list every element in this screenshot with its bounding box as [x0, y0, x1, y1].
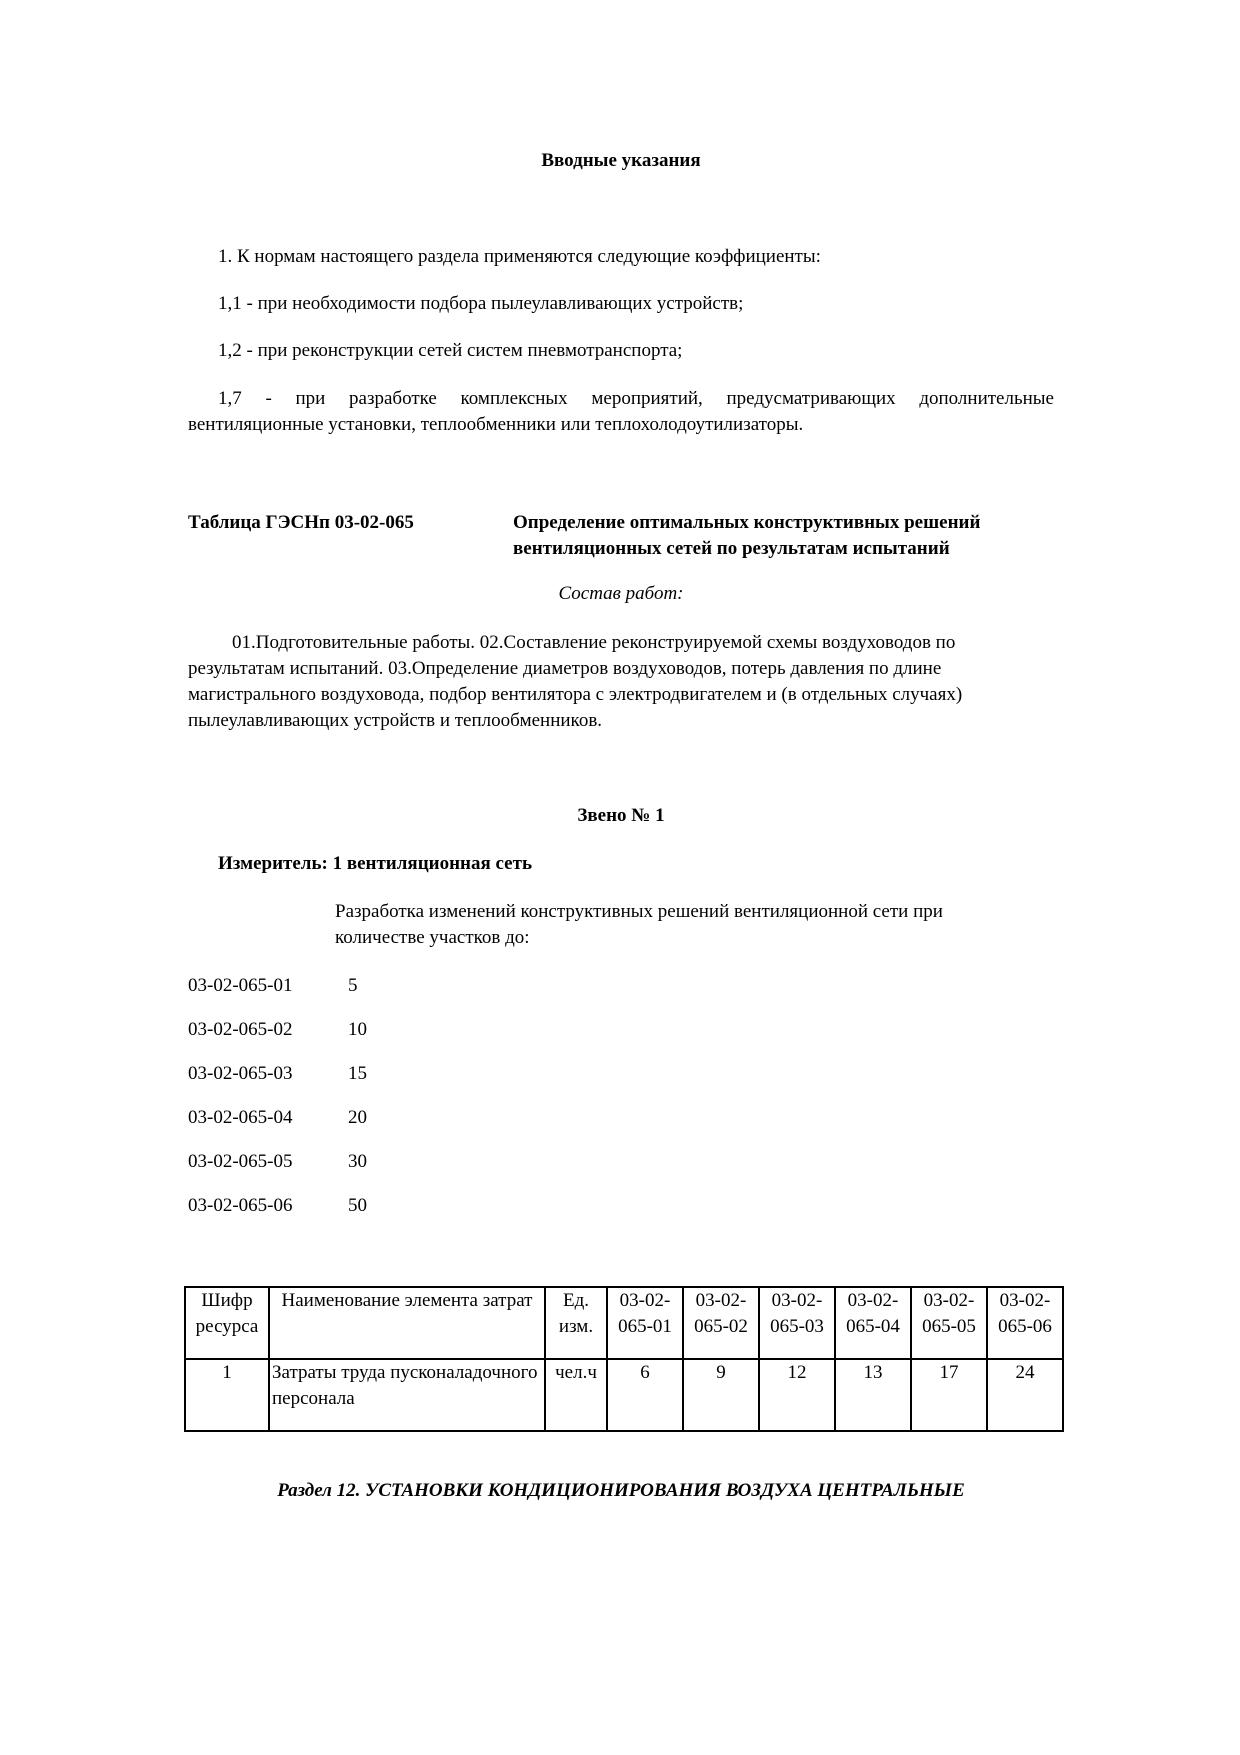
- coefficient-item: 1,7 - при разработке комплексных мероприятий, предусматривающих дополнительные вентиляционные установки, теплообменники или теплохолодоутилизаторы.: [188, 388, 1054, 435]
- code: 03-02-065-05: [188, 1151, 293, 1172]
- cell-value: 6: [607, 1359, 683, 1431]
- code-row: [188, 1149, 588, 1193]
- header-norm-code: 03-02-065-06: [987, 1287, 1063, 1359]
- quantity: 20: [348, 1107, 367, 1128]
- quantity: 5: [348, 975, 358, 996]
- header-norm-code: 03-02-065-04: [835, 1287, 911, 1359]
- code-row: [188, 973, 588, 1017]
- coefficient-item: 1,1 - при необходимости подбора пылеулавливающих устройств;: [218, 293, 744, 314]
- coefficient-item: 1,2 - при реконструкции сетей систем пневмотранспорта;: [218, 340, 683, 361]
- cell-value: 24: [987, 1359, 1063, 1431]
- code: 03-02-065-06: [188, 1195, 293, 1216]
- code: 03-02-065-02: [188, 1019, 293, 1040]
- code: 03-02-065-03: [188, 1063, 293, 1084]
- table-row: [185, 1359, 1063, 1431]
- cell-resource-code: 1: [185, 1359, 269, 1431]
- code-row: [188, 1061, 588, 1105]
- header-norm-code: 03-02-065-01: [607, 1287, 683, 1359]
- table-header-row: [185, 1287, 1063, 1359]
- code: 03-02-065-04: [188, 1107, 293, 1128]
- cell-value: 12: [759, 1359, 835, 1431]
- code: 03-02-065-01: [188, 975, 293, 996]
- quantity: 10: [348, 1019, 367, 1040]
- header-resource-code: Шифр ресурса: [185, 1287, 269, 1359]
- code-row: [188, 1193, 588, 1237]
- meter: Измеритель: 1 вентиляционная сеть: [218, 853, 532, 874]
- codes-list: [188, 973, 588, 1237]
- cell-value: 17: [911, 1359, 987, 1431]
- cell-unit: чел.ч: [545, 1359, 607, 1431]
- next-section-title: Раздел 12. УСТАНОВКИ КОНДИЦИОНИРОВАНИЯ ВОЗДУХА ЦЕНТРАЛЬНЫЕ: [277, 1480, 965, 1501]
- coefficients-intro: 1. К нормам настоящего раздела применяются следующие коэффициенты:: [218, 246, 821, 267]
- composition-title: Состав работ:: [558, 583, 684, 604]
- table-title: Определение оптимальных конструктивных решений вентиляционных сетей по результатам испытаний: [513, 512, 981, 559]
- quantity: 30: [348, 1151, 367, 1172]
- table-code: Таблица ГЭСНп 03-02-065: [188, 512, 414, 533]
- composition-text: 01.Подготовительные работы. 02.Составление реконструируемой схемы воздуховодов по результатам испытаний. 03.Определение диаметров воздуховодов, потерь давления по длине магистрального воздуховода, подбор вентилятора с электродвигателем и (в отдельных случаях) пылеулавливающих устройств и теплообменников.: [188, 632, 963, 731]
- cell-value: 9: [683, 1359, 759, 1431]
- cell-cost-element: Затраты труда пусконаладочного персонала: [269, 1359, 545, 1431]
- header-unit: Ед. изм.: [545, 1287, 607, 1359]
- intro-title: Вводные указания: [541, 150, 701, 171]
- quantity: 50: [348, 1195, 367, 1216]
- code-row: [188, 1017, 588, 1061]
- development-description: Разработка изменений конструктивных решений вентиляционной сети при количестве участков до:: [335, 901, 943, 948]
- resource-table: [184, 1286, 1064, 1432]
- header-norm-code: 03-02-065-05: [911, 1287, 987, 1359]
- link-title: Звено № 1: [577, 805, 665, 826]
- header-norm-code: 03-02-065-02: [683, 1287, 759, 1359]
- cell-value: 13: [835, 1359, 911, 1431]
- code-row: [188, 1105, 588, 1149]
- header-norm-code: 03-02-065-03: [759, 1287, 835, 1359]
- header-cost-element: Наименование элемента затрат: [269, 1287, 545, 1359]
- quantity: 15: [348, 1063, 367, 1084]
